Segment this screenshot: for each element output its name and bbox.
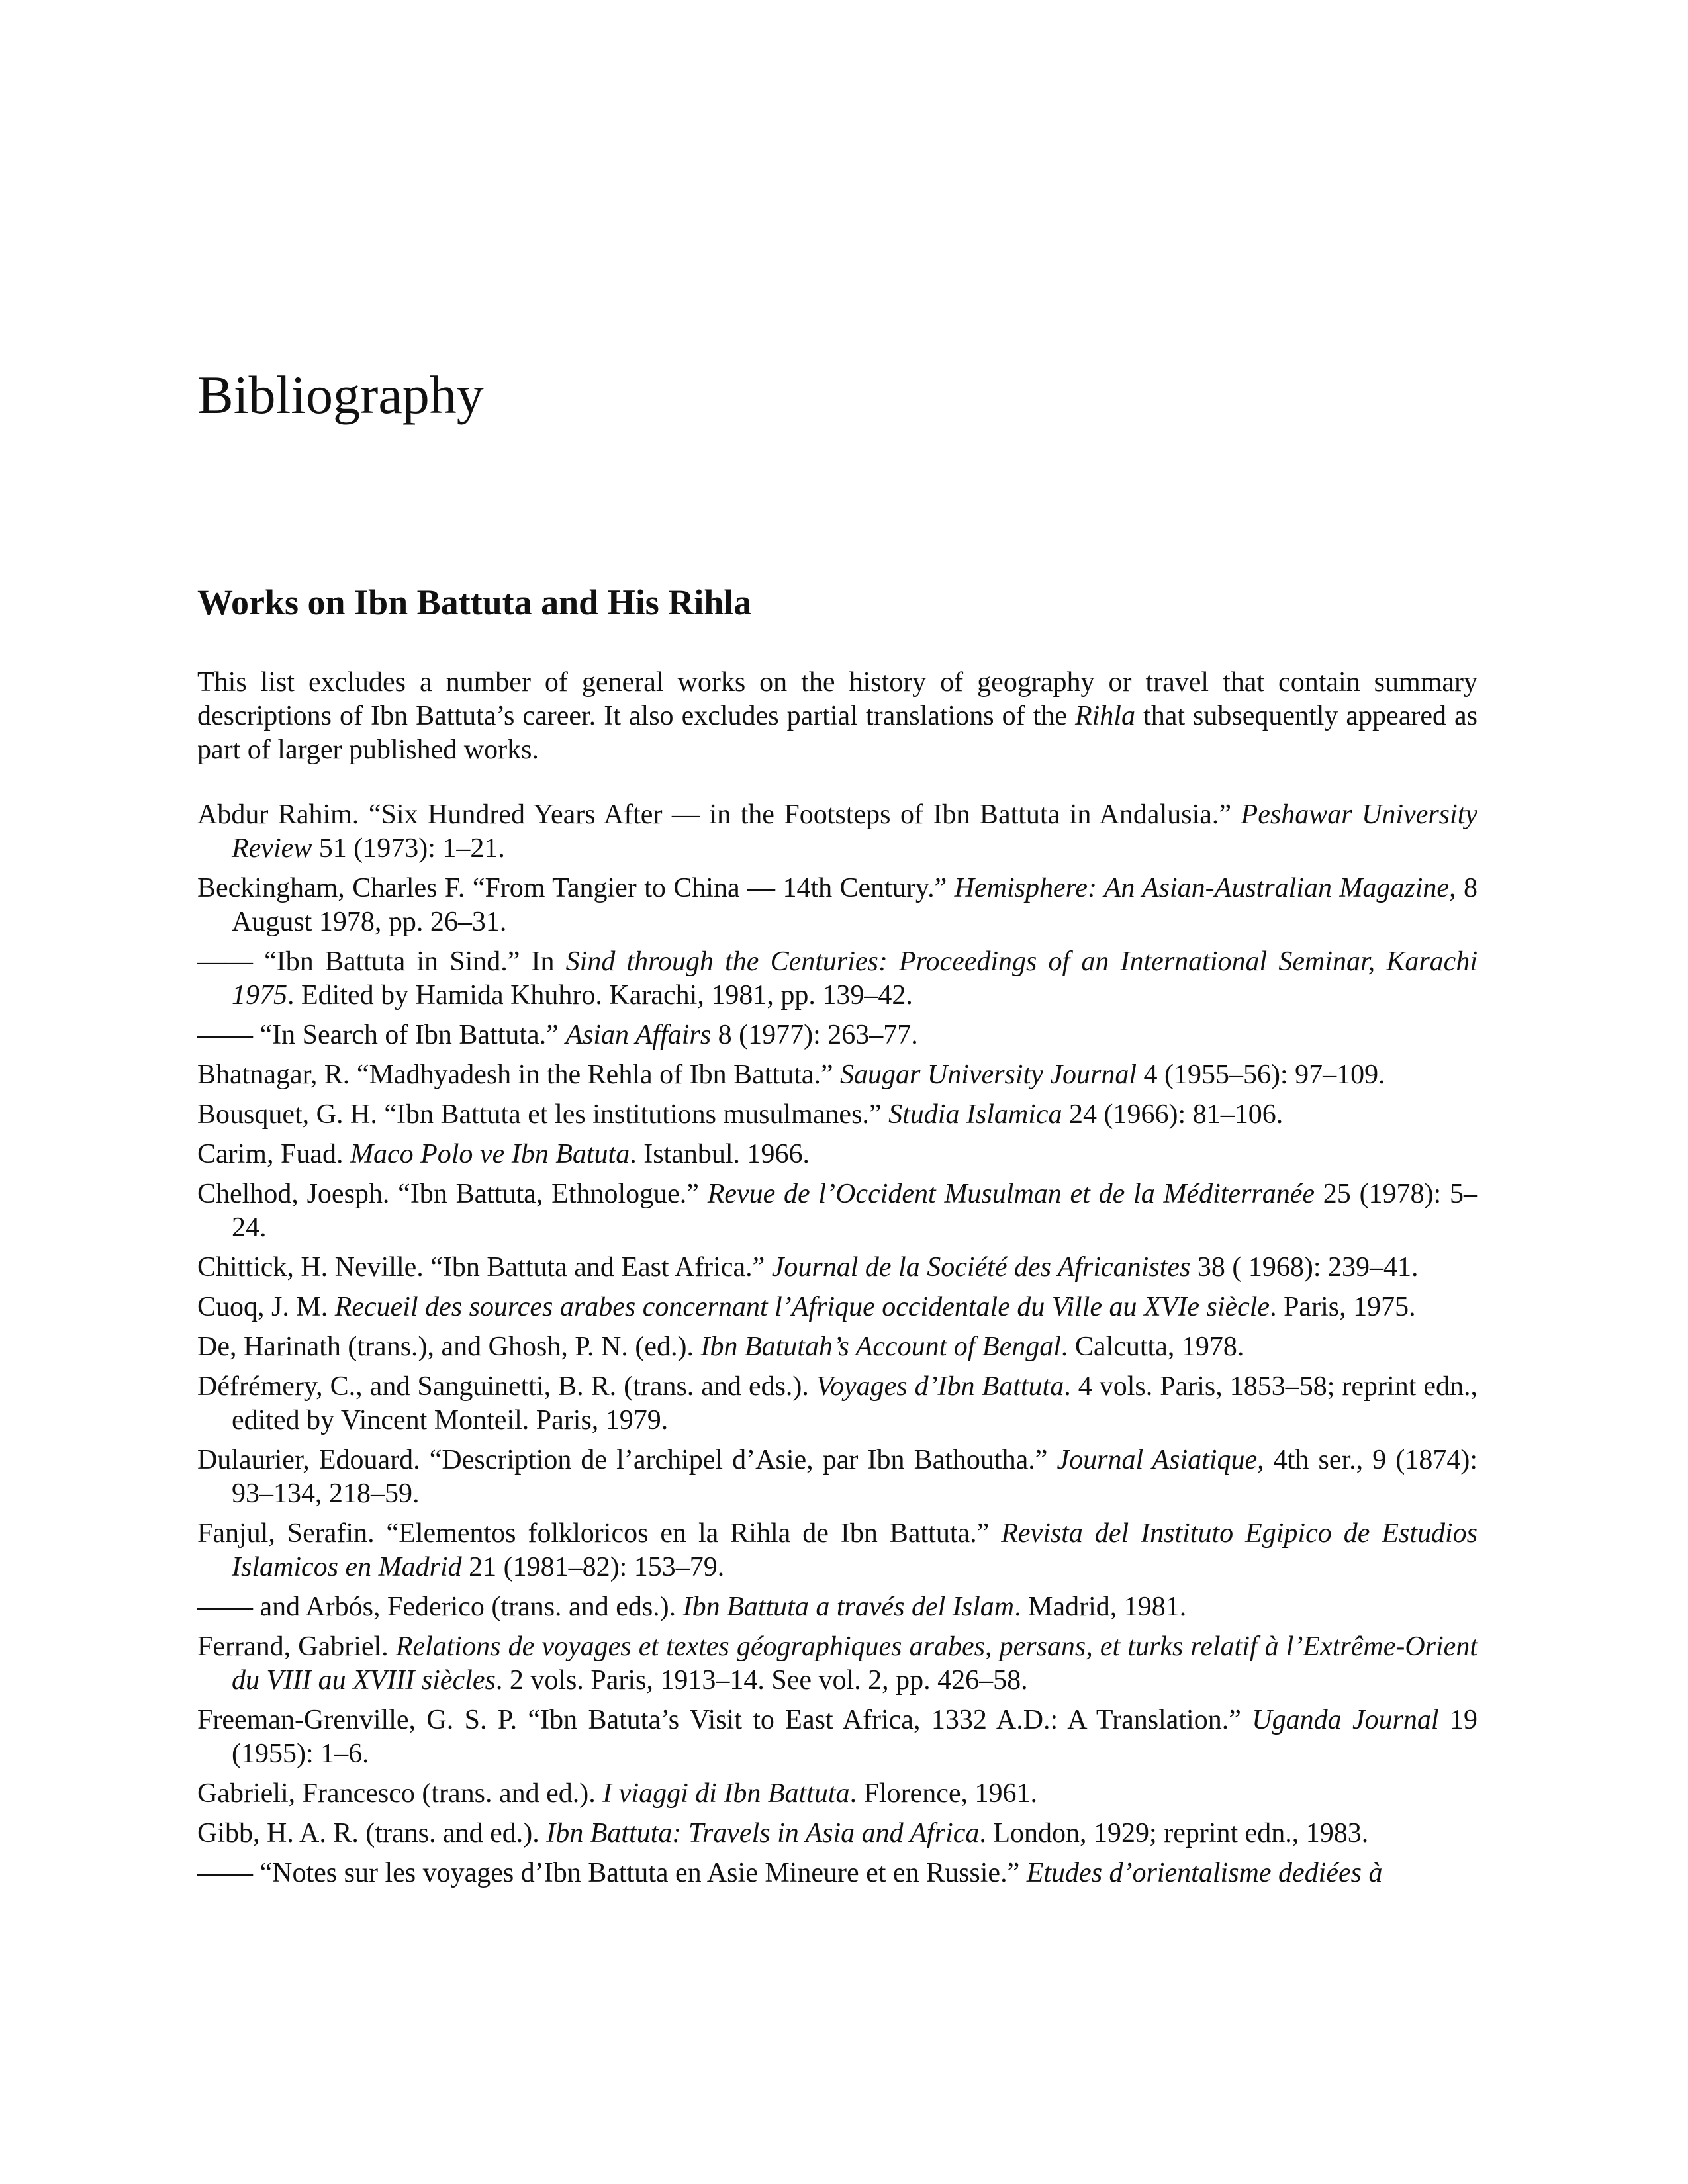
entry-italic-title: Saugar University Journal — [840, 1060, 1137, 1090]
document-page — [197, 0, 1477, 2184]
entry-text: Gibb, H. A. R. (trans. and ed.). — [197, 1818, 547, 1848]
bibliography-entry — [197, 1370, 1477, 1437]
entry-text: —— and Arbós, Federico (trans. and eds.). — [197, 1592, 683, 1622]
bibliography-entry — [197, 1817, 1477, 1850]
bibliography-entry — [197, 1098, 1477, 1132]
entry-text-tail: , 4th ser., 9 (1874): 93–134, 218–59. — [232, 1445, 1478, 1509]
entry-text-tail: . Madrid, 1981. — [1014, 1592, 1187, 1622]
entry-text: Chelhod, Joesph. “Ibn Battuta, Ethnologue.” — [197, 1179, 708, 1209]
entry-italic-title: Revista del Instituto Egipico de Estudios Islamicos en Madrid — [232, 1518, 1477, 1582]
bibliography-entry — [197, 1590, 1477, 1624]
entry-text-tail: 25 (1978): 5–24. — [232, 1179, 1477, 1243]
entry-italic-title: Sind through the Centuries: Proceedings of an International Seminar, Karachi 1975 — [232, 946, 1477, 1011]
bibliography-list — [197, 798, 1477, 1896]
bibliography-entry — [197, 1517, 1477, 1584]
bibliography-entry — [197, 872, 1477, 939]
entry-text-tail: 19 (1955): 1–6. — [232, 1705, 1477, 1769]
bibliography-entry — [197, 945, 1477, 1013]
section-heading: Works on Ibn Battuta and His Rihla — [197, 582, 752, 622]
entry-italic-title: Revue de l’Occident Musulman et de la Méditerranée — [707, 1179, 1315, 1209]
entry-italic-title: Voyages d’Ibn Battuta — [816, 1371, 1064, 1402]
intro-italic-title: Rihla — [1074, 701, 1135, 731]
entry-text-tail: 21 (1981–82): 153–79. — [461, 1552, 725, 1582]
entry-italic-title: Journal Asiatique — [1056, 1445, 1258, 1475]
entry-italic-title: Maco Polo ve Ibn Batuta — [350, 1139, 630, 1169]
entry-italic-title: Asian Affairs — [565, 1020, 712, 1050]
intro-text-part2: that subsequently appeared as part of larger published works. — [197, 701, 1477, 765]
entry-italic-title: Journal de la Société des Africanistes — [771, 1252, 1191, 1283]
bibliography-entry — [197, 1177, 1477, 1245]
entry-italic-title: Relations de voyages et textes géographiques arabes, persans, et turks relatif à l’Extrême-Orient du VIII au XVIII siècles — [232, 1631, 1477, 1696]
bibliography-entry — [197, 1058, 1477, 1092]
entry-text-tail: . 2 vols. Paris, 1913–14. See vol. 2, pp. 426–58. — [495, 1665, 1028, 1696]
bibliography-entry — [197, 1291, 1477, 1324]
entry-text-tail: 8 (1977): 263–77. — [711, 1020, 918, 1050]
entry-text-tail: 24 (1966): 81–106. — [1062, 1099, 1284, 1130]
entry-text-tail: . Paris, 1975. — [1270, 1292, 1416, 1322]
entry-text-tail: . Edited by Hamida Khuhro. Karachi, 1981, pp. 139–42. — [287, 980, 913, 1011]
entry-text: Dulaurier, Edouard. “Description de l’archipel d’Asie, par Ibn Bathoutha.” — [197, 1445, 1057, 1475]
entry-text: De, Harinath (trans.), and Ghosh, P. N. (ed.). — [197, 1332, 701, 1362]
intro-text-part1: This list excludes a number of general works on the history of geography or travel that contain summary descriptions of Ibn Battuta’s career. It also excludes partial translations of the — [197, 667, 1477, 731]
entry-text: Chittick, H. Neville. “Ibn Battuta and East Africa.” — [197, 1252, 772, 1283]
entry-text: Carim, Fuad. — [197, 1139, 350, 1169]
bibliography-entry — [197, 1330, 1477, 1364]
entry-text-tail: 51 (1973): 1–21. — [312, 833, 505, 864]
entry-italic-title: Ibn Battuta a través del Islam — [682, 1592, 1015, 1622]
entry-text-tail: . Calcutta, 1978. — [1060, 1332, 1244, 1362]
entry-text: Freeman-Grenville, G. S. P. “Ibn Batuta’s Visit to East Africa, 1332 A.D.: A Translation.” — [197, 1705, 1252, 1735]
entry-text: Cuoq, J. M. — [197, 1292, 335, 1322]
entry-italic-title: Studia Islamica — [888, 1099, 1062, 1130]
bibliography-entry — [197, 1856, 1477, 1890]
entry-text: Bhatnagar, R. “Madhyadesh in the Rehla of Ibn Battuta.” — [197, 1060, 841, 1090]
entry-text: Abdur Rahim. “Six Hundred Years After — in the Footsteps of Ibn Battuta in Andalusia.” — [197, 799, 1241, 830]
entry-text-tail: . Florence, 1961. — [849, 1778, 1038, 1809]
entry-text: —— “Ibn Battuta in Sind.” In — [197, 946, 566, 977]
entry-italic-title: Ibn Batutah’s Account of Bengal — [700, 1332, 1061, 1362]
bibliography-entry — [197, 1443, 1477, 1511]
entry-text: Défrémery, C., and Sanguinetti, B. R. (trans. and eds.). — [197, 1371, 816, 1402]
entry-italic-title: Ibn Battuta: Travels in Asia and Africa — [546, 1818, 980, 1848]
entry-text-tail: . London, 1929; reprint edn., 1983. — [979, 1818, 1369, 1848]
entry-italic-title: Peshawar University Review — [232, 799, 1478, 864]
entry-text-tail: . 4 vols. Paris, 1853–58; reprint edn., edited by Vincent Monteil. Paris, 1979. — [232, 1371, 1478, 1435]
entry-text-tail: 4 (1955–56): 97–109. — [1137, 1060, 1385, 1090]
bibliography-entry — [197, 1777, 1477, 1811]
entry-text: —— “In Search of Ibn Battuta.” — [197, 1020, 566, 1050]
entry-text: Fanjul, Serafin. “Elementos folkloricos en la Rihla de Ibn Battuta.” — [197, 1518, 1002, 1549]
entry-text: Ferrand, Gabriel. — [197, 1631, 396, 1662]
entry-text: Bousquet, G. H. “Ibn Battuta et les institutions musulmanes.” — [197, 1099, 889, 1130]
bibliography-entry — [197, 798, 1477, 866]
entry-text-tail: 38 ( 1968): 239–41. — [1190, 1252, 1419, 1283]
entry-text-tail: , 8 August 1978, pp. 26–31. — [232, 873, 1477, 937]
entry-italic-title: Hemisphere: An Asian-Australian Magazine — [954, 873, 1450, 903]
bibliography-entry — [197, 1630, 1477, 1698]
entry-text: —— “Notes sur les voyages d’Ibn Battuta en Asie Mineure et en Russie.” — [197, 1858, 1027, 1888]
entry-text-tail: . Istanbul. 1966. — [630, 1139, 810, 1169]
entry-italic-title: I viaggi di Ibn Battuta — [602, 1778, 850, 1809]
chapter-title: Bibliography — [197, 365, 484, 425]
bibliography-entry — [197, 1704, 1477, 1771]
bibliography-entry — [197, 1019, 1477, 1052]
entry-italic-title: Recueil des sources arabes concernant l’Afrique occidentale du Ville au XVIe siècle — [334, 1292, 1270, 1322]
entry-italic-title: Etudes d’orientalisme dediées à — [1026, 1858, 1383, 1888]
entry-text: Gabrieli, Francesco (trans. and ed.). — [197, 1778, 603, 1809]
bibliography-entry — [197, 1251, 1477, 1285]
intro-paragraph — [197, 666, 1477, 767]
bibliography-entry — [197, 1138, 1477, 1171]
entry-text: Beckingham, Charles F. “From Tangier to China — 14th Century.” — [197, 873, 955, 903]
entry-italic-title: Uganda Journal — [1252, 1705, 1439, 1735]
